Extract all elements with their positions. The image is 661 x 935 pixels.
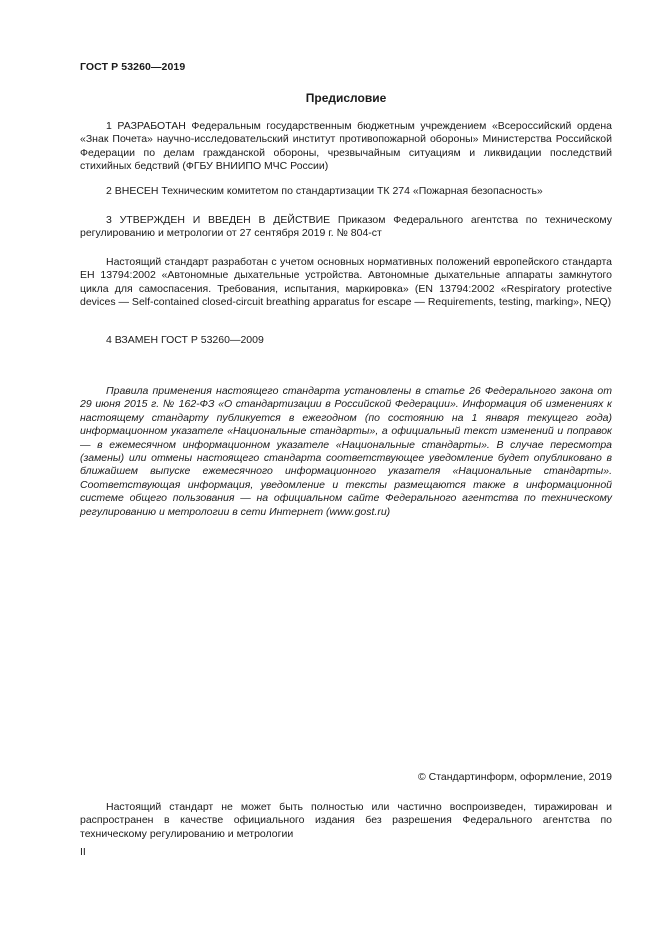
legal-text: Настоящий стандарт не может быть полностью или частично воспроизведен, тиражирован и распространен в качестве официального издания без разрешения Федерального агентства по техническому регулированию и метрологии — [80, 801, 612, 840]
paragraph-text: 2 ВНЕСЕН Техническим комитетом по стандартизации ТК 274 «Пожарная безопасность» — [106, 185, 543, 197]
paragraph-text: Настоящий стандарт разработан с учетом основных нормативных положений европейского стандарта ЕН 13794:2002 «Автономные дыхательные устройства. Автономные дыхательные аппараты замкнутого цикла для самоспасения. Требования, испытания, маркировка» (EN 13794:2002 «Respiratory protective devices — Self-contained closed-circuit breathing apparatus for escape — Requirements, testing, marking», NEQ) — [80, 256, 612, 309]
preface-item-approved — [80, 214, 612, 241]
paragraph-text: 1 РАЗРАБОТАН Федеральным государственным бюджетным учреждением «Всероссийский ордена «Знак Почета» научно-исследовательский институт противопожарной обороны» Министерства Российской Федерации по делам гражданской обороны, чрезвычайным ситуациям и ликвидации последствий стихийных бедствий (ФГБУ ВНИИПО МЧС России) — [80, 120, 612, 173]
notice-text: Правила применения настоящего стандарта установлены в статье 26 Федерального закона от 29 июня 2015 г. № 162-ФЗ «О стандартизации в Российской Федерации». Информация об изменениях к настоящему стандарту публикуется в ежегодном (по состоянию на 1 января текущего года) информационном указателе «Национальные стандарты», а официальный текст изменений и поправок — в ежемесячном информационном указателе «Национальные стандарты». В случае пересмотра (замены) или отмены настоящего стандарта соответствующее уведомление будет опубликовано в ближайшем выпуске ежемесячного информационного указателя «Национальные стандарты». Соответствующая информация, уведомление и тексты размещаются также в информационной системе общего пользования — на официальном сайте Федерального агентства по техническому регулированию и метрологии в сети Интернет (www.gost.ru) — [80, 385, 612, 518]
page-number: II — [80, 846, 86, 858]
reproduction-notice — [80, 801, 612, 841]
application-rules-notice — [80, 385, 612, 519]
preface-item-developed — [80, 120, 612, 174]
preface-item-introduced — [80, 185, 612, 198]
paragraph-text: 3 УТВЕРЖДЕН И ВВЕДЕН В ДЕЙСТВИЕ Приказом Федерального агентства по техническому регулированию и метрологии от 27 сентября 2019 г. № 804-ст — [80, 214, 612, 240]
preface-item-basis — [80, 256, 612, 310]
paragraph-text: 4 ВЗАМЕН ГОСТ Р 53260—2009 — [106, 334, 264, 346]
section-title: Предисловие — [305, 91, 387, 105]
preface-item-replaces — [80, 334, 612, 347]
copyright-line: © Стандартинформ, оформление, 2019 — [417, 771, 612, 783]
standard-designation: ГОСТ Р 53260—2019 — [80, 61, 186, 73]
